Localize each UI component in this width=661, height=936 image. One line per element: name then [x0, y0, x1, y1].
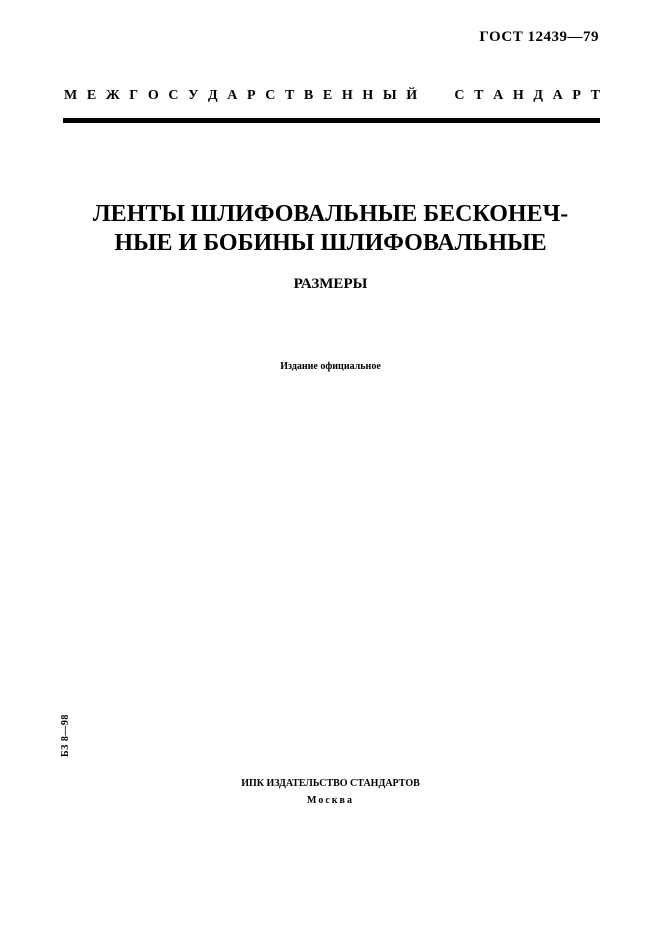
standard-type-letter: С: [454, 88, 465, 103]
standard-type-letter: Н: [341, 88, 353, 103]
standard-type-letter: Й: [406, 88, 418, 103]
standard-type-letter: Е: [86, 88, 97, 103]
word-gap: [427, 88, 445, 104]
standard-type-letter: Д: [208, 88, 218, 103]
standard-type-letter: Т: [474, 88, 484, 103]
standard-type-heading: [64, 88, 600, 104]
document-number: ГОСТ 12439—79: [479, 29, 599, 45]
document-title: [0, 200, 661, 258]
title-line-1: ЛЕНТЫ ШЛИФОВАЛЬНЫЕ БЕСКОНЕЧ-: [92, 201, 569, 227]
standard-type-letter: Д: [533, 88, 544, 103]
standard-type-letter: А: [552, 88, 563, 103]
standard-type-letter: В: [303, 88, 314, 103]
document-subtitle: РАЗМЕРЫ: [293, 276, 368, 292]
standard-type-letter: Е: [322, 88, 333, 103]
standard-type-letter: У: [188, 88, 199, 103]
standard-type-letter: А: [493, 88, 504, 103]
standard-type-letter: Г: [129, 88, 139, 103]
publisher: ИПК ИЗДАТЕЛЬСТВО СТАНДАРТОВ: [241, 778, 420, 789]
standard-type-letter: А: [227, 88, 238, 103]
standard-type-letter: Т: [590, 88, 600, 103]
edition-note: Издание официальное: [280, 361, 381, 372]
standard-type-letter: Т: [284, 88, 295, 103]
standard-type-letter: Р: [572, 88, 581, 103]
standard-type-letter: Ж: [105, 88, 120, 103]
standard-type-letter: М: [64, 88, 78, 103]
standard-type-letter: Р: [247, 88, 256, 103]
publisher-city: Москва: [307, 795, 354, 806]
header-rule: [63, 118, 600, 123]
standard-type-letter: О: [147, 88, 159, 103]
side-code: БЗ 8—98: [60, 714, 71, 757]
standard-type-letter: С: [265, 88, 276, 103]
standard-type-letter: Н: [362, 88, 374, 103]
standard-type-letter: Ы: [382, 88, 397, 103]
standard-type-letter: Н: [512, 88, 524, 103]
title-line-2: НЫЕ И БОБИНЫ ШЛИФОВАЛЬНЫЕ: [114, 230, 547, 256]
standard-type-letter: С: [168, 88, 179, 103]
